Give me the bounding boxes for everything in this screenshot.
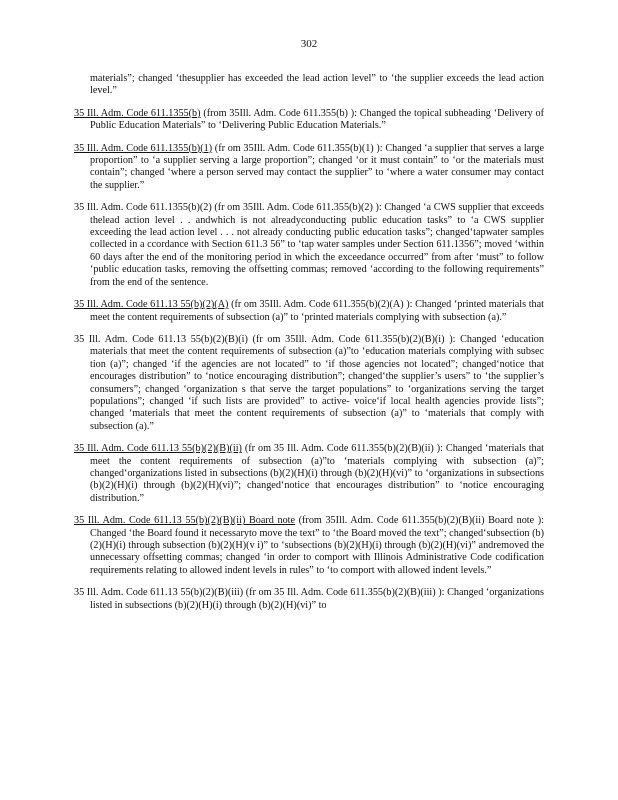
section-citation: 35 Ill. Adm. Code 611.13 55(b)(2)(B)(ii) Board note (74, 515, 296, 527)
page-number: 302 (300, 38, 318, 50)
list-item (74, 73, 544, 98)
entry-text: (from 35Ill. Adm. Code 611.355(b) ): Changed the topical subheading ‘Delivery of Public Education Materials” to ‘Delivering Public Education Materials.” (90, 107, 545, 132)
entry-text: 35 Ill. Adm. Code 611.13 55(b)(2)(B)(iii) (fr om 35 Ill. Adm. Code 611.355(b)(2)(B)(iii) ): Changed ‘organizations listed in subsections (b)(2)(H)(i) through (b)(2)(H)(vi)” to (74, 587, 544, 611)
entry-text: (fr om 35 Ill. Adm. Code 611.355(b)(2)(B)(ii) ): Changed ‘materials that meet the content requirements of subsection (a)”to ‘materials complying with subsection (a)”; changed‘organizations listed in subsections (b)(2)(H)(i) through (b)(2)(H)(vi)” to ‘organizations in subsections (b)(2)(H)(i) through (b)(2)(H)(vi)”; changed‘notice that encourages distribution” to ‘notice encouraging distribution.” (90, 443, 544, 504)
amendment-list (74, 73, 544, 622)
section-citation: 35 Ill. Adm. Code 611.1355(b)(1) (74, 142, 213, 154)
entry-text: materials”; changed ‘thesupplier has exceeded the lead action level” to ‘the supplier exceeds the lead action level.” (90, 73, 544, 97)
entry-text: (from 35Ill. Adm. Code 611.355(b)(2)(B)(ii) Board note ): Changed ‘the Board found it necessaryto move the text” to ‘the Board moved the text”; changed‘subsection (b)(2)(H)(i) through subsection (b)(2)(H)(v i)” to ‘subsections (b)(2)(H)(i) through (b)(2)(H)(vi)” andremoved the unnecessary offsetting commas; changed ‘in order to comport with Illinois Administrative Code codification requirements relating to allowed indent levels in rules” to ‘to comport with allowed indent levels.” (90, 515, 544, 576)
list-item (74, 334, 544, 433)
section-citation: 35 Ill. Adm. Code 611.13 55(b)(2)(A) (74, 299, 229, 311)
entry-text: 35 Ill. Adm. Code 611.13 55(b)(2)(B)(i) (fr om 35Ill. Adm. Code 611.355(b)(2)(B)(i) ): Changed ‘education materials that meet the content requirements of subsection (a)”to ‘education materials complying with subsec tion (a)”; changed ‘if the agencies are not located” to ‘if those agencies not located”; changed‘notice that encourages distribution” to ‘notice encouraging distribution”; changed‘the supplier’s users” to ‘the supplier’s consumers”; changed ‘organization s that serve the target populations” to ‘organizations serving the target populations”; changed ‘if such lists are provided” to active- voice‘if local health agencies provide lists”; changed ‘materials that meet the content requirements of subsection (a)” to ‘materials that comply with subsection (a).” (74, 333, 544, 432)
list-item (74, 108, 544, 133)
list-item (74, 143, 544, 193)
list-item (74, 299, 544, 324)
section-citation: 35 Ill. Adm. Code 611.13 55(b)(2)(B)(ii) (74, 443, 242, 455)
list-item (74, 515, 544, 577)
list-item (74, 202, 544, 289)
entry-text: (fr om 35Ill. Adm. Code 611.355(b)(1) ): Changed ‘a supplier that serves a large proportion” to ‘a supplier serving a large proportion”; changed ‘or it must contain” to ‘or the materials must contain”; changed ‘where a person served may contact the supplier” to ‘where a water consumer may contact the supplier.” (90, 142, 544, 191)
entry-text: (fr om 35Ill. Adm. Code 611.355(b)(2)(A) ): Changed ‘printed materials that meet the content requirements of subsection (a)” to ‘printed materials complying with subsection (a).” (90, 299, 544, 323)
list-item (74, 443, 544, 505)
section-citation: 35 Ill. Adm. Code 611.1355(b) (74, 107, 201, 119)
list-item (74, 587, 544, 612)
entry-text: 35 Ill. Adm. Code 611.1355(b)(2) (fr om 35Ill. Adm. Code 611.355(b)(2) ): Changed ‘a CWS supplier that exceeds thelead action level . . andwhich is not alreadyconducting public education tasks” to ‘a CWS supplier exceeding the lead action level . . . not already conducting public education tasks”; changed‘tapwater samples collected in a ccordance with Section 611.3 56” to ‘tap water samples under Section 611.1356”; moved ‘within 60 days after the end of the monitoring period in which the exceedance occurred” from after ‘must” to follow ‘public education tasks, removing the offsetting commas; removed ‘according to the following requirements” from the end of the sentence. (74, 202, 544, 288)
